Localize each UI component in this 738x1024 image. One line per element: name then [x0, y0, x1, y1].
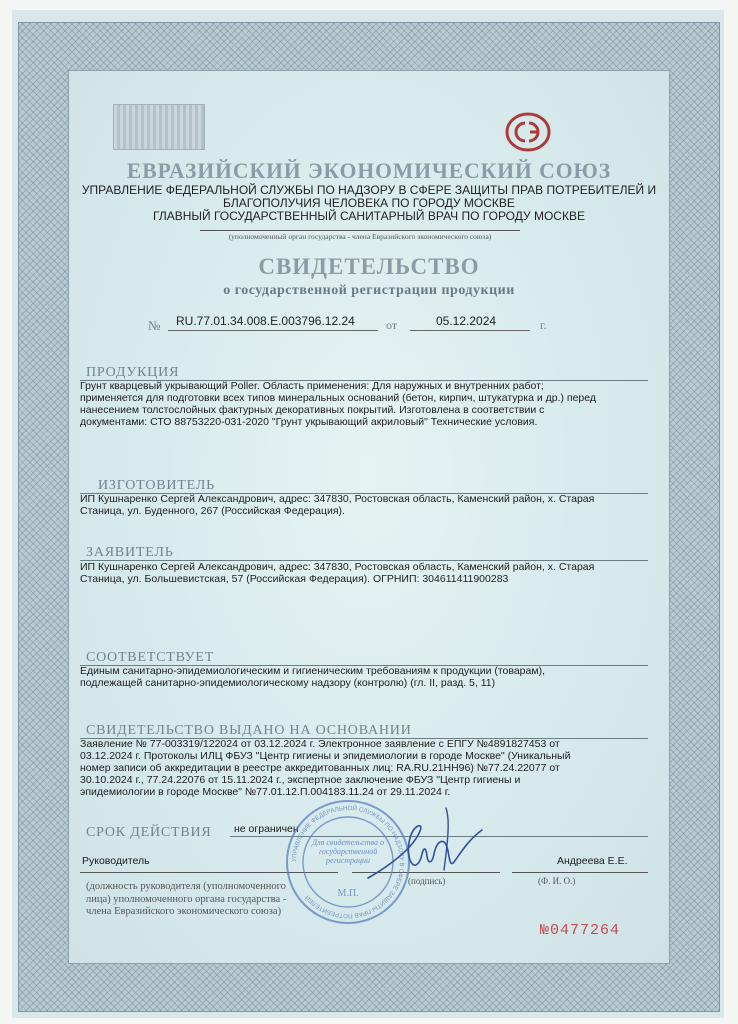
- signature-note: (подпись): [408, 876, 446, 886]
- position-note-line-2: лица) уполномоченного органа государства -: [86, 893, 287, 905]
- hologram-sticker: [113, 104, 205, 150]
- position-note-line-1: (должность руководителя (уполномоченного: [86, 881, 286, 892]
- basis-line-2: 03.12.2024 г. Протоколы ИЛЦ ФБУЗ "Центр гигиены и эпидемиологии в городе Москве" (Уникальный: [80, 750, 571, 762]
- manufacturer-heading: ИЗГОТОВИТЕЛЬ: [98, 478, 215, 493]
- basis-line-4: 30.10.2024 г., 77.24.22076 от 15.11.2024 г., экспертное заключение ФБУЗ "Центр гигиены и: [80, 774, 521, 786]
- serial-number: №0477264: [540, 922, 621, 939]
- conforms-heading: СООТВЕТСТВУЕТ: [86, 650, 215, 665]
- validity-value: не ограничен: [234, 823, 299, 835]
- applicant-text: [80, 561, 660, 585]
- manager-name: Андреева Е.Е.: [557, 855, 628, 867]
- basis-heading: СВИДЕТЕЛЬСТВО ВЫДАНО НА ОСНОВАНИИ: [86, 723, 412, 738]
- manager-label: Руководитель: [82, 855, 150, 867]
- authority-block: [70, 184, 668, 223]
- registration-number: RU.77.01.34.008.Е.003796.12.24: [176, 314, 355, 328]
- applicant-heading: ЗАЯВИТЕЛЬ: [86, 545, 174, 560]
- union-title: ЕВРАЗИЙСКИЙ ЭКОНОМИЧЕСКИЙ СОЮЗ: [126, 158, 612, 183]
- validity-heading: СРОК ДЕЙСТВИЯ: [86, 825, 212, 840]
- applicant-line-1: ИП Кушнаренко Сергей Александрович, адрес: 347830, Ростовская область, Каменский район, х. Старая: [80, 561, 595, 573]
- number-underline: [168, 330, 378, 331]
- manufacturer-text: [80, 493, 660, 517]
- authority-line-1: УПРАВЛЕНИЕ ФЕДЕРАЛЬНОЙ СЛУЖБЫ ПО НАДЗОРУ В СФЕРЕ ЗАЩИТЫ ПРАВ ПОТРЕБИТЕЛЕЙ И: [81, 183, 657, 197]
- document-subtitle: о государственной регистрации продукции: [223, 283, 515, 298]
- position-note-line-3: члена Евразийского экономического союза): [86, 906, 282, 917]
- authority-note: (уполномоченный орган государства - члена Евразийского экономического союза): [228, 232, 492, 241]
- product-heading: ПРОДУКЦИЯ: [86, 365, 180, 380]
- stamp-mark: М.П.: [337, 888, 359, 899]
- stamp-ring-text: УПРАВЛЕНИЕ ФЕДЕРАЛЬНОЙ СЛУЖБЫ ПО НАДЗОРУ В СФЕРЕ ЗАЩИТЫ ПРАВ ПОТРЕБИТЕЛЕЙ: [290, 804, 406, 920]
- manufacturer-line-1: ИП Кушнаренко Сергей Александрович, адрес: 347830, Ростовская область, Каменский район, х. Старая: [80, 493, 595, 505]
- eac-logo-icon: [505, 112, 551, 152]
- basis-line-3: номер записи об аккредитации в реестре аккредитованных лиц: RA.RU.21НН96) №77.24.22077 от: [80, 762, 560, 774]
- product-text: [80, 380, 660, 428]
- fio-note: (Ф. И. О.): [538, 876, 576, 886]
- basis-line-5: эпидемиологии в городе Москве" №77.01.12.П.004183.11.24 от 29.11.2024 г.: [80, 786, 451, 798]
- authority-underline: [200, 230, 520, 231]
- conforms-line-1: Единым санитарно-эпидемиологическим и гигиеническим требованиям к продукции (товарам),: [80, 665, 545, 677]
- basis-text: [80, 738, 660, 798]
- authority-line-2: БЛАГОПОЛУЧИЯ ЧЕЛОВЕКА ПО ГОРОДУ МОСКВЕ: [223, 196, 515, 210]
- handwritten-signature: [360, 800, 490, 890]
- conforms-line-2: подлежащей санитарно-эпидемиологическому надзору (контролю) (гл. II, разд. 5, 11): [80, 677, 496, 689]
- date-underline: [410, 330, 530, 331]
- stamp-center-text: Для свидетельства о государственной регистрации: [312, 838, 384, 865]
- applicant-line-2: Станица, ул. Большевистская, 57 (Российская Федерация). ОГРНИП: 304611411900283: [80, 573, 509, 585]
- number-mark: №: [148, 318, 161, 333]
- product-line-3: нанесением толстослойных фактурных декоративных покрытий. Изготовлена в соответствии с: [80, 404, 545, 416]
- document-title: СВИДЕТЕЛЬСТВО: [258, 254, 480, 279]
- authority-line-3: ГЛАВНЫЙ ГОСУДАРСТВЕННЫЙ САНИТАРНЫЙ ВРАЧ ПО ГОРОДУ МОСКВЕ: [153, 209, 585, 223]
- fio-rule: [512, 872, 648, 873]
- date-from-label: от: [386, 318, 398, 332]
- conforms-text: [80, 665, 660, 689]
- product-line-4: документами: СТО 88753220-031-2020 "Грунт укрывающий акриловый" Технические условия.: [80, 416, 538, 428]
- registration-date: 05.12.2024: [436, 314, 497, 328]
- product-line-1: Грунт кварцевый укрывающий Poller. Область применения: Для наружных и внутренних работ;: [80, 380, 544, 392]
- basis-line-1: Заявление № 77-003319/122024 от 03.12.2024 г. Электронное заявление с ЕПГУ №4891827453 от: [80, 738, 560, 750]
- year-suffix: г.: [540, 318, 547, 332]
- product-line-2: применяется для подготовки всех типов минеральных оснований (бетон, кирпич, штукатурка и др.) перед: [80, 392, 597, 404]
- manufacturer-line-2: Станица, ул. Буденного, 267 (Российская Федерация).: [80, 505, 345, 517]
